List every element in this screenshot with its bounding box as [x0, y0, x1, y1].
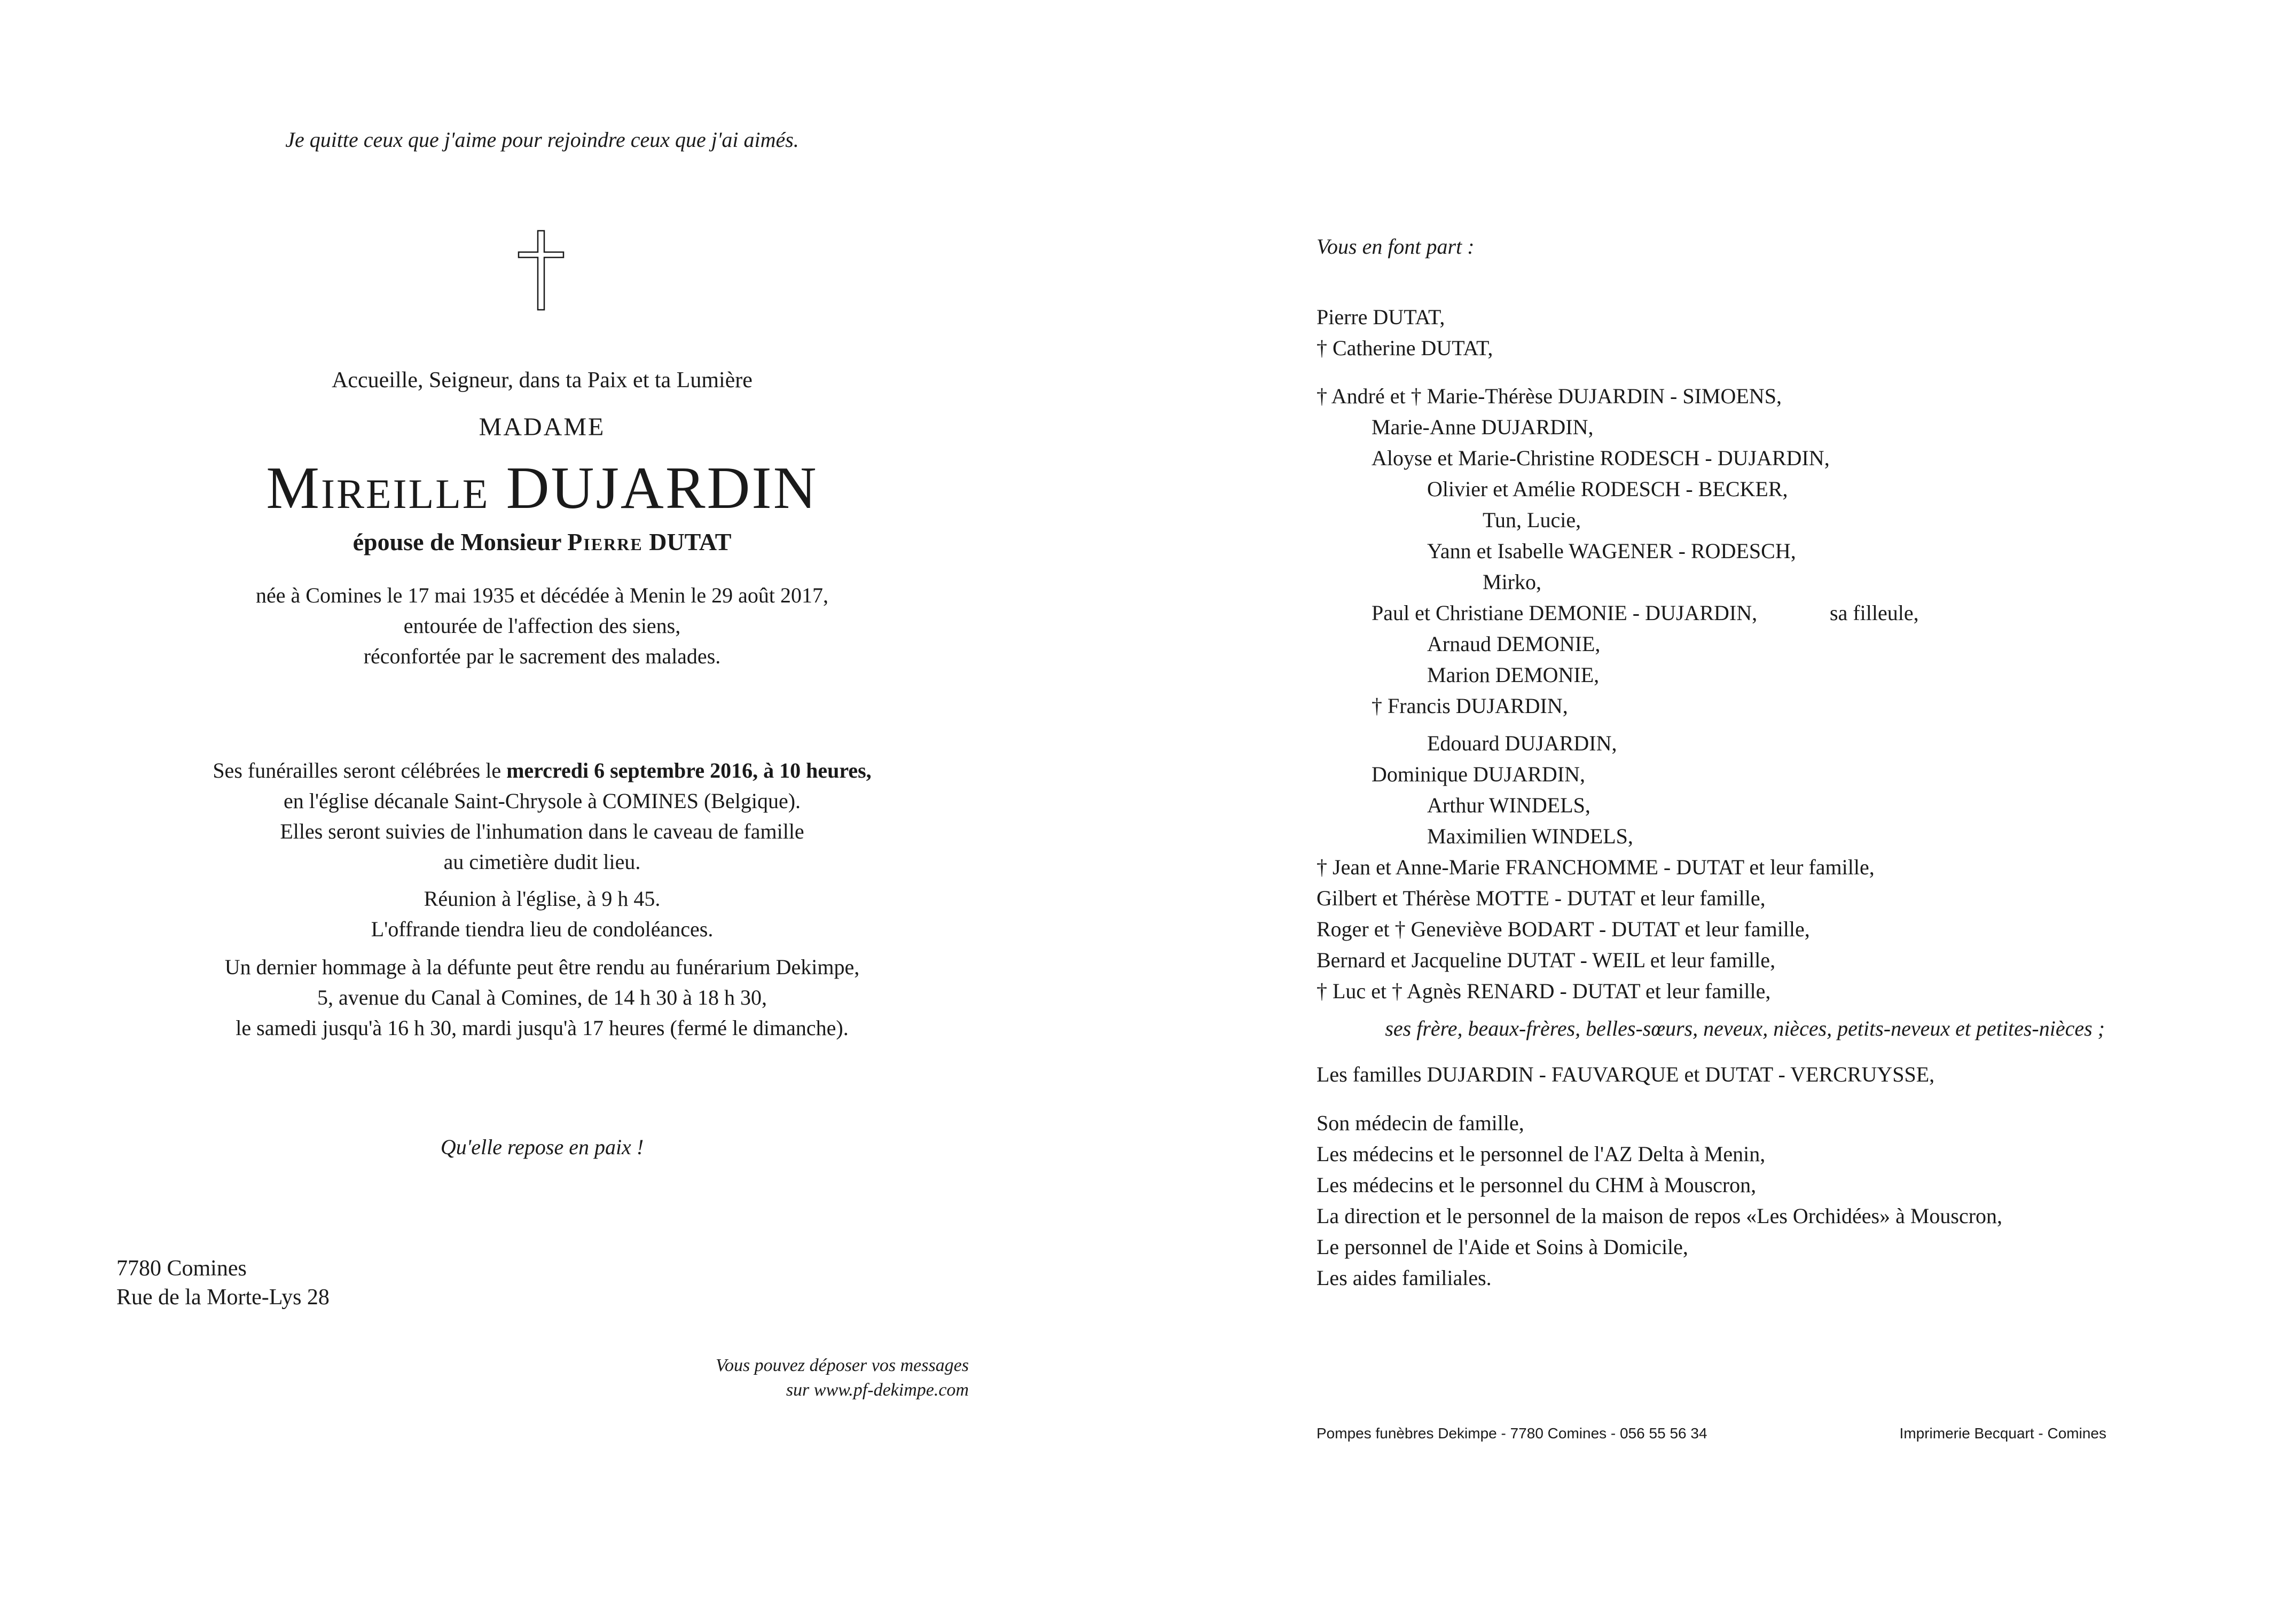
- family-member: Pierre DUTAT,: [1317, 305, 1445, 329]
- epigraph: Je quitte ceux que j'aime pour rejoindre ceux que j'ai aimés.: [285, 128, 799, 152]
- meeting-line: L'offrande tiendra lieu de condoléances.: [371, 917, 714, 941]
- address-line: 7780 Comines: [116, 1256, 247, 1281]
- care-line: Les médecins et le personnel du CHM à Mouscron,: [1317, 1173, 1757, 1197]
- family-member: Gilbert et Thérèse MOTTE - DUTAT et leur famille,: [1317, 886, 1766, 910]
- birth-death-info: [0, 580, 1084, 671]
- homage-line: 5, avenue du Canal à Comines, de 14 h 30 à 18 h 30,: [317, 985, 767, 1009]
- meeting-info: [0, 883, 1084, 944]
- family-member: Dominique DUJARDIN,: [1372, 762, 1585, 786]
- care-line: Son médecin de famille,: [1317, 1111, 1524, 1135]
- family-member: Arnaud DEMONIE,: [1427, 632, 1601, 656]
- funeral-home-footer: Pompes funèbres Dekimpe - 7780 Comines - 056 55 56 34: [1317, 1425, 1707, 1442]
- family-member: Mirko,: [1483, 570, 1541, 594]
- family-member: Tun, Lucie,: [1483, 508, 1581, 532]
- deceased-name: [0, 454, 1084, 523]
- family-member: † André et † Marie-Thérèse DUJARDIN - SIMOENS,: [1317, 384, 1782, 408]
- funeral-line: en l'église décanale Saint-Chrysole à COMINES (Belgique).: [283, 789, 801, 813]
- funeral-line: [0, 755, 1084, 786]
- funeral-line: au cimetière dudit lieu.: [443, 850, 641, 874]
- care-line: Le personnel de l'Aide et Soins à Domicile,: [1317, 1235, 1688, 1259]
- family-member: † Jean et Anne-Marie FRANCHOMME - DUTAT et leur famille,: [1317, 855, 1875, 879]
- family-member: Roger et † Geneviève BODART - DUTAT et leur famille,: [1317, 917, 1810, 941]
- funeral-line: Elles seront suivies de l'inhumation dans le caveau de famille: [280, 819, 804, 843]
- families-line: Les familles DUJARDIN - FAUVARQUE et DUTAT - VERCRUYSSE,: [1317, 1062, 1935, 1086]
- family-member: Marion DEMONIE,: [1427, 663, 1600, 687]
- address-line: Rue de la Morte-Lys 28: [116, 1285, 330, 1310]
- relation-label: sa filleule,: [1830, 601, 1919, 625]
- family-member: † Francis DUJARDIN,: [1372, 694, 1568, 718]
- spouse-last-name: DUTAT: [649, 528, 732, 555]
- funeral-date: mercredi 6 septembre 2016, à 10 heures,: [506, 758, 872, 782]
- homage-info: [0, 952, 1084, 1043]
- funeral-intro: Ses funérailles seront célébrées le: [213, 758, 501, 782]
- latin-cross-icon: [518, 230, 565, 311]
- care-list: [1317, 1108, 2002, 1294]
- family-member: Edouard DUJARDIN,: [1427, 731, 1617, 755]
- condolence-web-note: [716, 1353, 969, 1403]
- homage-line: le samedi jusqu'à 16 h 30, mardi jusqu'à 17 heures (fermé le dimanche).: [236, 1016, 849, 1040]
- spouse-line: [0, 528, 1084, 556]
- family-member: Olivier et Amélie RODESCH - BECKER,: [1427, 477, 1788, 501]
- homage-line: Un dernier hommage à la défunte peut être rendu au funérarium Dekimpe,: [224, 955, 860, 979]
- family-member: Aloyse et Marie-Christine RODESCH - DUJARDIN,: [1372, 446, 1830, 470]
- family-member: Arthur WINDELS,: [1427, 793, 1590, 817]
- family-member: Yann et Isabelle WAGENER - RODESCH,: [1427, 539, 1796, 563]
- rest-in-peace: Qu'elle repose en paix !: [440, 1135, 644, 1159]
- siblings-note: ses frère, beaux-frères, belles-sœurs, neveux, nièces, petits-neveux et petites-nièces ;: [1385, 1016, 2105, 1040]
- greeting: Accueille, Seigneur, dans ta Paix et ta Lumière: [332, 368, 753, 393]
- meeting-line: Réunion à l'église, à 9 h 45.: [424, 887, 661, 911]
- spouse-first-name: Pierre: [567, 528, 643, 555]
- care-line: Les aides familiales.: [1317, 1266, 1492, 1290]
- birth-line: née à Comines le 17 mai 1935 et décédée à Menin le 29 août 2017,: [256, 583, 828, 607]
- web-line: sur www.pf-dekimpe.com: [786, 1380, 969, 1400]
- care-line: La direction et le personnel de la maison de repos «Les Orchidées» à Mouscron,: [1317, 1204, 2003, 1228]
- family-member: † Luc et † Agnès RENARD - DUTAT et leur famille,: [1317, 979, 1771, 1003]
- funeral-info: [0, 755, 1084, 877]
- family-member: Marie-Anne DUJARDIN,: [1372, 415, 1594, 439]
- web-line: Vous pouvez déposer vos messages: [715, 1356, 969, 1375]
- spouse-prefix: épouse de Monsieur: [352, 528, 561, 555]
- family-member: Maximilien WINDELS,: [1427, 824, 1633, 848]
- home-address: [116, 1254, 330, 1312]
- last-name: DUJARDIN: [506, 455, 818, 521]
- birth-line: réconfortée par le sacrement des malades.: [363, 644, 721, 668]
- family-member: Bernard et Jacqueline DUTAT - WEIL et leur famille,: [1317, 948, 1776, 972]
- care-line: Les médecins et le personnel de l'AZ Delta à Menin,: [1317, 1142, 1766, 1166]
- first-name: Mireille: [266, 455, 490, 521]
- title-madame: MADAME: [479, 413, 606, 441]
- printer-footer: Imprimerie Becquart - Comines: [1899, 1425, 2106, 1442]
- birth-line: entourée de l'affection des siens,: [403, 614, 681, 638]
- family-member: † Catherine DUTAT,: [1317, 336, 1493, 360]
- family-member: Paul et Christiane DEMONIE - DUJARDIN,: [1372, 601, 1758, 625]
- announcement-heading: Vous en font part :: [1317, 234, 1475, 259]
